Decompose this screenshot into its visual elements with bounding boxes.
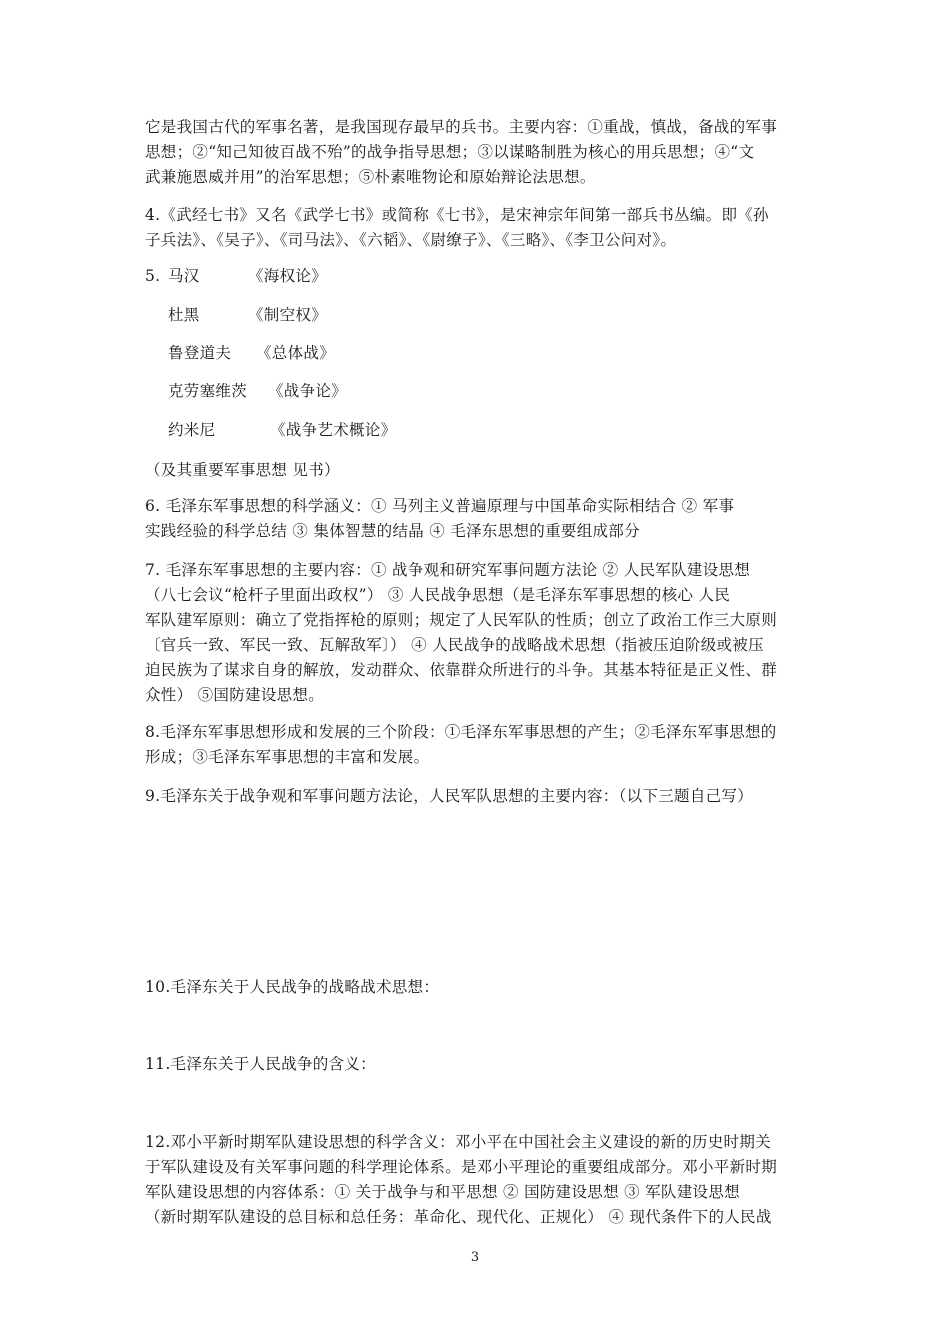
paragraph-item-9 bbox=[145, 784, 810, 809]
text-line: 思想；②“知己知彼百战不殆”的战争指导思想；③以谋略制胜为核心的用兵思想；④“文 bbox=[145, 143, 755, 161]
text-line: 11.毛泽东关于人民战争的含义： bbox=[145, 1055, 376, 1073]
page-number: 3 bbox=[470, 1250, 480, 1265]
text-line: 6. 毛泽东军事思想的科学涵义：① 马列主义普遍原理与中国革命实际相结合 ② 军事 bbox=[145, 497, 735, 515]
paragraph-item-8 bbox=[145, 720, 810, 770]
text-line: （新时期军队建设的总目标和总任务：革命化、现代化、正规化） ④ 现代条件下的人民战 bbox=[145, 1208, 772, 1226]
strategist-name: 约米尼 bbox=[168, 421, 216, 439]
text-line: 它是我国古代的军事名著，是我国现存最早的兵书。主要内容：①重战，慎战，备战的军事 bbox=[145, 118, 778, 136]
paragraph-sunzi-content bbox=[145, 115, 810, 190]
paragraph-item-4 bbox=[145, 203, 810, 253]
text-line: 4.《武经七书》又名《武学七书》或简称《七书》，是宋神宗年间第一部兵书丛编。即《孙 bbox=[145, 206, 769, 224]
paragraph-item-7 bbox=[145, 558, 810, 708]
text-line: 军队建设思想的内容体系：① 关于战争与和平思想 ② 国防建设思想 ③ 军队建设思想 bbox=[145, 1183, 740, 1201]
paragraph-item-12 bbox=[145, 1130, 810, 1230]
text-line: 实践经验的科学总结 ③ 集体智慧的结晶 ④ 毛泽东思想的重要组成部分 bbox=[145, 522, 640, 540]
text-line: 形成；③毛泽东军事思想的丰富和发展。 bbox=[145, 748, 430, 766]
item-5-number: 5. bbox=[145, 267, 161, 285]
strategist-name: 马汉 bbox=[168, 267, 200, 285]
strategist-name: 鲁登道夫 bbox=[168, 344, 232, 362]
text-line: 武兼施恩威并用”的治军思想；⑤朴素唯物论和原始辩论法思想。 bbox=[145, 168, 596, 186]
strategist-work: 《制空权》 bbox=[248, 306, 328, 324]
text-line: 迫民族为了谋求自身的解放，发动群众、依靠群众所进行的斗争。其基本特征是正义性、群 bbox=[145, 661, 778, 679]
text-line: 12.邓小平新时期军队建设思想的科学含义：邓小平在中国社会主义建设的新的历史时期关 bbox=[145, 1133, 771, 1151]
text-line: 〔官兵一致、军民一致、瓦解敌军〕） ④ 人民战争的战略战术思想（指被压迫阶级或被压 bbox=[145, 636, 764, 654]
text-line: 8.毛泽东军事思想形成和发展的三个阶段：①毛泽东军事思想的产生；②毛泽东军事思想的 bbox=[145, 723, 777, 741]
strategist-work: 《战争艺术概论》 bbox=[270, 421, 397, 439]
paragraph-item-6 bbox=[145, 494, 810, 544]
text-line: 子兵法》、《吴子》、《司马法》、《六韬》、《尉缭子》、《三略》、《李卫公问对》。 bbox=[145, 231, 677, 249]
paragraph-item-10 bbox=[145, 975, 810, 1000]
strategist-work: 《海权论》 bbox=[248, 267, 328, 285]
text-line: （八七会议“枪杆子里面出政权”） ③ 人民战争思想（是毛泽东军事思想的核心 人民 bbox=[145, 586, 731, 604]
strategist-name: 杜黑 bbox=[168, 306, 200, 324]
text-line: 于军队建设及有关军事问题的科学理论体系。是邓小平理论的重要组成部分。邓小平新时期 bbox=[145, 1158, 778, 1176]
strategist-name: 克劳塞维茨 bbox=[168, 382, 248, 400]
strategist-work: 《总体战》 bbox=[256, 344, 336, 362]
strategist-work: 《战争论》 bbox=[268, 382, 348, 400]
paragraph-item-11 bbox=[145, 1052, 810, 1077]
text-line: 10.毛泽东关于人民战争的战略战术思想： bbox=[145, 978, 440, 996]
text-line: 7. 毛泽东军事思想的主要内容：① 战争观和研究军事问题方法论 ② 人民军队建设思想 bbox=[145, 561, 751, 579]
strategist-note: （及其重要军事思想 见书） bbox=[145, 461, 340, 479]
text-line: 军队建军原则：确立了党指挥枪的原则；规定了人民军队的性质；创立了政治工作三大原则 bbox=[145, 611, 778, 629]
text-line: 众性） ⑤国防建设思想。 bbox=[145, 686, 325, 704]
text-line: 9.毛泽东关于战争观和军事问题方法论，人民军队思想的主要内容：（以下三题自己写） bbox=[145, 787, 754, 805]
